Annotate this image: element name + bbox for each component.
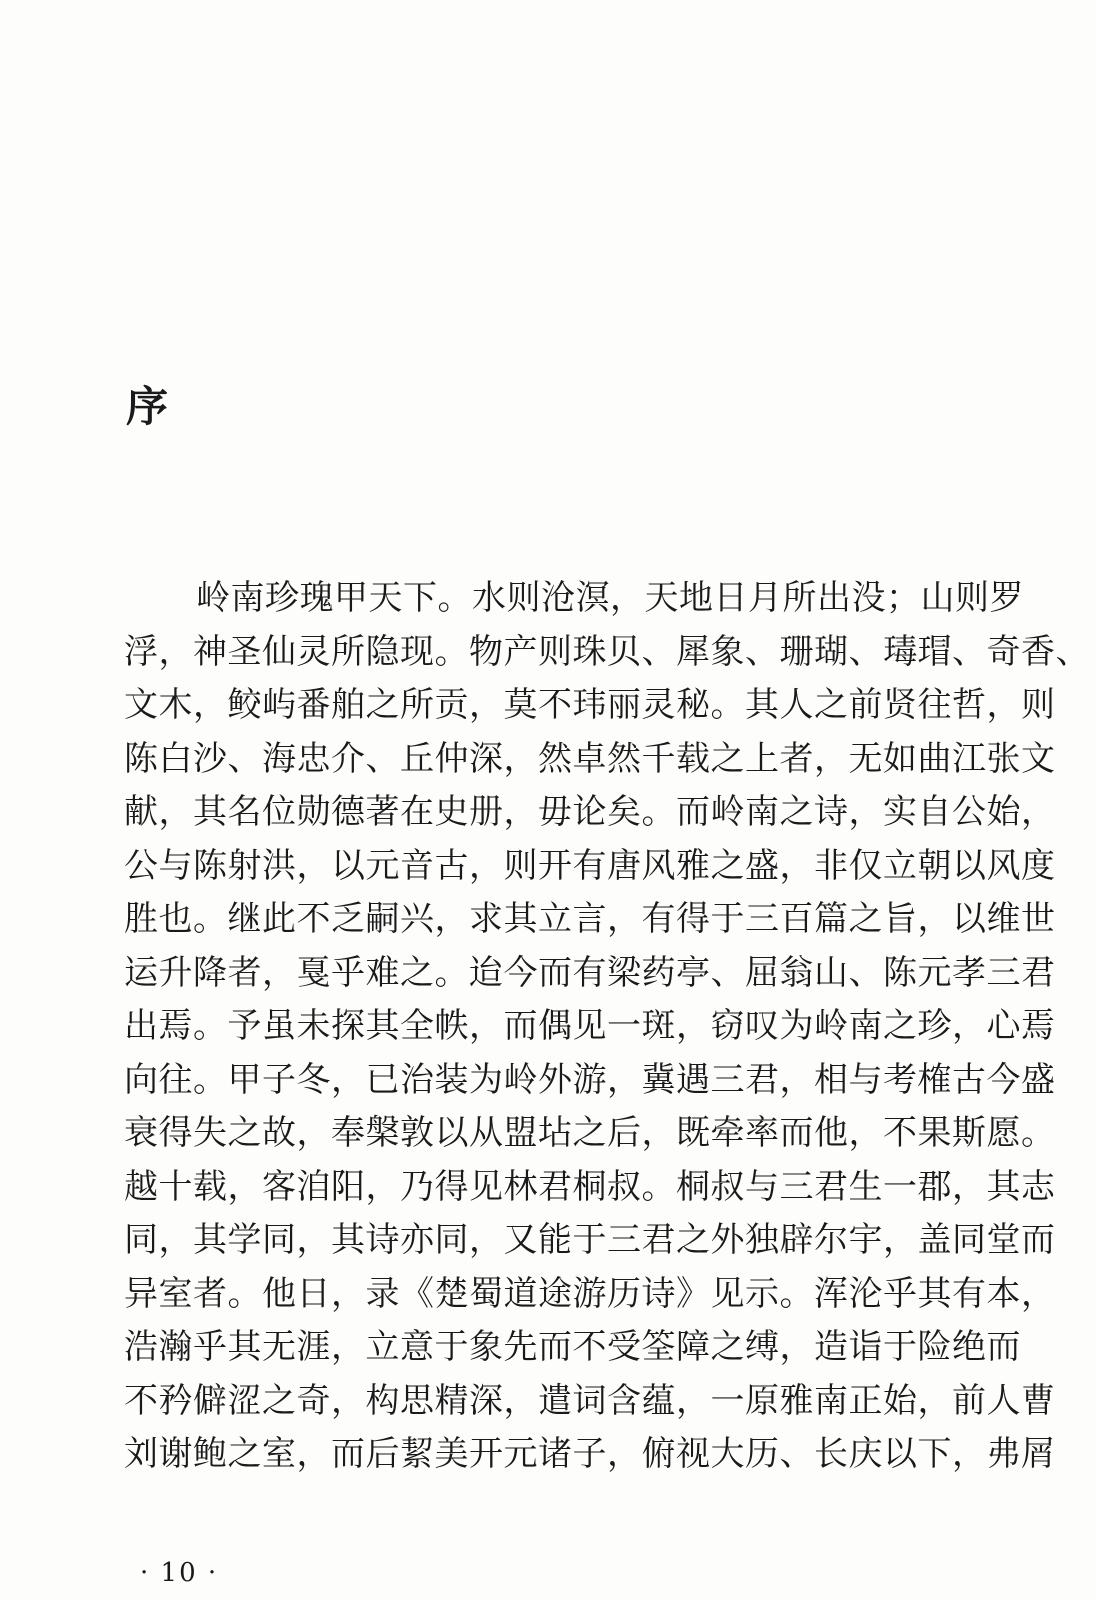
text-line: 同，其学同，其诗亦同，又能于三君之外独辟尔宇，盖同堂而 (124, 1220, 1056, 1260)
text-line: 文木，鲛屿番舶之所贡，莫不玮丽灵秘。其人之前贤往哲，则 (124, 685, 1056, 725)
text-line: 浩瀚乎其无涯，立意于象先而不受筌障之缚，造诣于险绝而 (124, 1327, 1021, 1367)
text-line: 出焉。予虽未探其全帙，而偶见一斑，窃叹为岭南之珍，心焉 (124, 1006, 1056, 1046)
text-line: 不矜僻涩之奇，构思精深，遣词含蕴，一原雅南正始，前人曹 (124, 1380, 1056, 1421)
text-line: 岭南珍瑰甲天下。水则沧溟，天地日月所出没；山则罗 (196, 578, 1024, 618)
text-line: 胜也。继此不乏嗣兴，求其立言，有得于三百篇之旨，以维世 (124, 899, 1056, 939)
text-line: 运升降者，戛乎难之。迨今而有梁药亭、屈翁山、陈元孝三君 (124, 952, 1056, 993)
text-line: 越十载，客洎阳，乃得见林君桐叔。桐叔与三君生一郡，其志 (124, 1166, 1056, 1207)
text-line: 浮，神圣仙灵所隐现。物产则珠贝、犀象、珊瑚、瑇瑁、奇香、 (124, 631, 1090, 672)
page-number: · 10 · (140, 1558, 219, 1588)
text-line: 向往。甲子冬，已治装为岭外游，冀遇三君，相与考榷古今盛 (124, 1059, 1056, 1100)
text-line: 献，其名位勋德著在史册，毋论矣。而岭南之诗，实自公始， (124, 792, 1056, 832)
text-line: 刘谢鲍之室，而后絜美开元诸子，俯视大历、长庆以下，弗屑 (124, 1434, 1056, 1474)
text-line: 陈白沙、海忠介、丘仲深，然卓然千载之上者，无如曲江张文 (124, 738, 1056, 779)
text-line: 衰得失之故，奉槃敦以从盟坫之后，既牵率而他，不果斯愿。 (124, 1113, 1056, 1153)
preface-body (124, 572, 1090, 1482)
text-line: 公与陈射洪，以元音古，则开有唐风雅之盛，非仅立朝以风度 (124, 845, 1056, 886)
section-heading: 序 (126, 382, 169, 431)
text-line: 异室者。他日，录《楚蜀道途游历诗》见示。浑沦乎其有本， (124, 1273, 1056, 1314)
